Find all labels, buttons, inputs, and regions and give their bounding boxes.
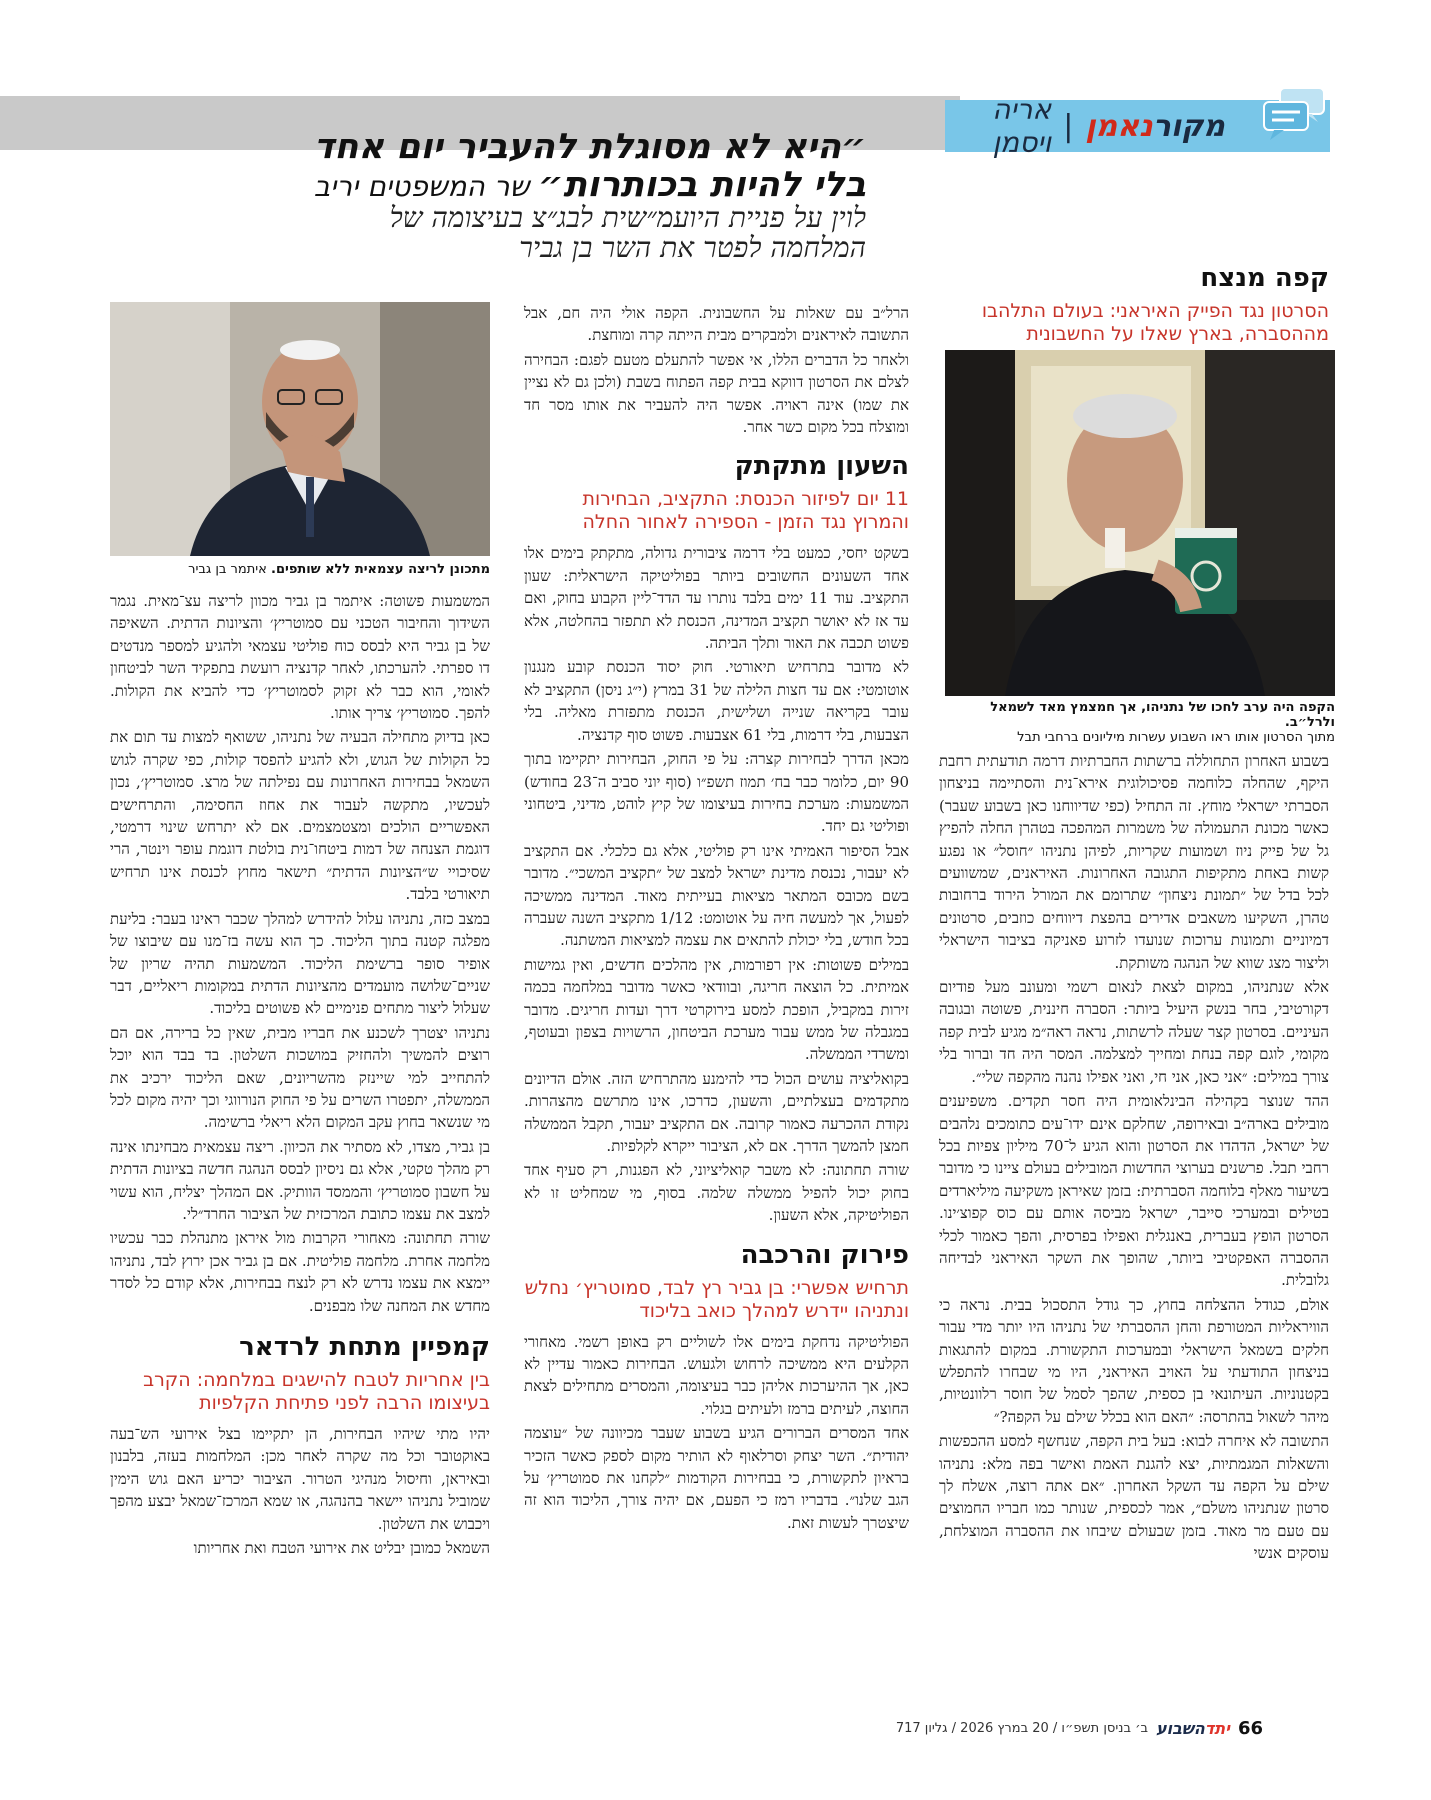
section-subtitle-shaon: 11 יום לפיזור הכנסת: התקציב, הבחירות והמרוץ נגד הזמן - הספירה לאחור החלה (582, 488, 909, 534)
page-number: 66 (1237, 1718, 1263, 1739)
section-title-kafe: קפה מנצח (1200, 263, 1329, 293)
headline-quote (306, 128, 866, 206)
paragraph: ולאחר כל הדברים הללו, אי אפשר להתעלם מטעם לפגם: הבחירה לצלם את הסרטון דווקא בבית קפה הפתוח בשבת (ולכן גם לא נציין את שמו) אינה ראויה. אפשר היה להעביר את אותו מסר חד ומוצלח בכל מקום כשר אחר. (524, 350, 909, 437)
paragraph: בקואליציה עושים הכול כדי להימנע מהתרחיש הזה. אולם הדיונים מתקדמים בעצלתיים, והשעון, כדרכו, אינו מתרשם מהצהרות. נקודת ההכרעה כאמור קרובה. אם התקציב יעבור, תקבל הממשלה חמצן להמשך הדרך. אם לא, הציבור ייקרא לקלפיות. (524, 1069, 909, 1155)
paragraph: שורה תחתונה: לא משבר קואליציוני, לא הפגנות, רק סעיף אחד בחוק יכול להפיל ממשלה שלמה. בסוף, מי שמחליט זו לא הפוליטיקה, אלא השעון. (524, 1161, 909, 1225)
header-separator: | (1063, 108, 1074, 144)
column-right-body (939, 750, 1329, 1565)
column-middle (524, 302, 909, 1534)
headline-line-1: ״היא לא מסוגלת להעביר יום אחד (313, 127, 866, 167)
paragraph: בן גביר, מצדו, לא מסתיר את הכיוון. ריצה עצמאית מבחינתו אינה רק מהלך טקטי, אלא גם ניסיון לבסס הנהגה חדשה בציונות הדתית על חשבון סמוטריץ׳ והממסד הוותיק. אם המהלך יצליח, הוא עשוי למצב את עצמו כתובת המרכזית של הציבור החרד״לי. (110, 1137, 490, 1223)
caption-bold: הקפה היה ערב לחכו של נתניהו, אך חמצמץ מאד לשמאל ולרל״ב. (990, 700, 1335, 730)
headline-subtitle (306, 203, 866, 263)
caption-text: מתוך הסרטון אותו ראו השבוע עשרות מיליונים ברחבי תבל (1017, 730, 1335, 745)
ben-gvir-photo (110, 302, 490, 556)
paragraph: המשמעות פשוטה: איתמר בן גביר מכוון לריצה עצ־מאית. נגמר השידוך והחיבור הטכני עם סמוטריץ׳ והציונות הדתית. השאיפה של בן גביר היא לבסס כוח פוליטי עצמאי ולהגיע למספר מנדטים דו ספרתי. להערכתו, לאחר קדנציה רועשת בתפקיד השר לביטחון לאומי, הוא כבר לא זקוק לסמוטריץ׳ כדי להביא את הקולות. להפך. סמוטריץ׳ צריך אותו. (110, 592, 490, 723)
subtitle-line-1: לוין על פניית היועמ״שית לבג״צ בעיצומה של (389, 201, 866, 234)
paragraph: אולם, כגודל ההצלחה בחוץ, כך גודל התסכול בבית. נראה כי הוויראליות המטורפת והחן ההסברתי של נתניהו היו יותר מדי עבור חלקים בשמאל הישראלי ובמערכות התקשורת. במקום להתגאות בניצחון התודעתי על האויב האיראני, היו מי שבחרו להתפלש בקטנוניות. העיתונאי בן כספית, שהפך לסמל של חוסר רלוונטיות, מיהר לשאול בהתרסה: ״האם הוא בכלל שילם על הקפה?״ (939, 1295, 1329, 1426)
paragraph: ההד שנוצר בקהילה הבינלאומית היה חסר תקדים. משפיענים מובילים בארה״ב ובאירופה, שחלקם אינם ידו־עים כתומכים נלהבים של ישראל, הדהדו את הסרטון והוא הגיע ל־70 מיליון צפיות בכל רחבי תבל. פרשנים בערוצי החדשות המובילים בעולם ציינו כי מדובר בשיעור מאלף בלוחמה הסברתית: בזמן שאיראן משקיעה מיליארדים בטילים ובמערכי סייבר, ישראל מביסה אותם עם כוס קפוצ׳ינו. הסרטון הופץ בעברית, באנגלית ואפילו בפרסית, והפך כאמור לכלי ההסברה האפקטיבי ביותר, שהופך את השקר האיראני לבדיחה גלובלית. (939, 1092, 1329, 1290)
section-title-shaon: השעון מתקתק (734, 451, 909, 482)
paragraph: הפוליטיקה נדחקת בימים אלו לשוליים רק באופן רשמי. מאחורי הקלעים היא ממשיכה לרחוש ולגעוש. הבחירות כאמור עדיין לא כאן, אך ההיערכות אליהן כבר בעיצומה, והמסרים מתחילים לצאת החוצה, לעיתים ברמז ולעיתים בגלוי. (524, 1332, 909, 1418)
paragraph: נתניהו יצטרך לשכנע את חבריו מבית, שאין כל ברירה, אם הם רוצים להמשיך ולהחזיק במושכות השלטון. בד בבד הוא יוכל להתחייב למי שיינזק מהשריונים, שאם הליכוד ירכיב את הממשלה, יתפטרו השרים על פי החוק הנורווגי וכך יהיה מקום לכל מי שנשאר בחוץ עקב המקום הלא ריאלי ברשימה. (110, 1023, 490, 1132)
brand-logo: מקורנאמן (1085, 108, 1225, 144)
issue-info: ב׳ בניסן תשפ״ו / 20 במרץ 2026 / גליון 717 (895, 1721, 1149, 1736)
paragraph: במילים פשוטות: אין רפורמות, אין מהלכים חדשים, ואין גמישות אמיתית. כל הוצאה חריגה, ובוודאי כאשר מדובר במלחמה בכמה זירות במקביל, הופכת למסע בירוקרטי דרך ועדות חריגים. מדובר במגבלה של ממש עבור מערכת הביטחון, הרשויות בצפון ובעוטף, ומשרדי הממשלה. (524, 955, 909, 1064)
paragraph: שורה תחתונה: מאחורי הקרבות מול איראן מתנהלת כבר עכשיו מלחמה אחרת. מלחמה פוליטית. אם בן גביר אכן ירוץ לבד, נתניהו יימצא את עצמו נדרש לא רק לנצח בבחירות, אלא קודם כל לסדר מחדש את המחנה שלו מבפנים. (110, 1229, 490, 1315)
magazine-logo: יתדהשבוע (1156, 1719, 1230, 1738)
column-right-top (939, 262, 1329, 354)
column-left (110, 590, 490, 1559)
netanyahu-coffee-photo (945, 350, 1335, 696)
headline-tail: שר המשפטים יריב (313, 170, 539, 203)
photo-caption-ben-gvir (110, 562, 490, 577)
section-title-radar: קמפיין מתחת לרדאר (239, 1332, 490, 1362)
section-title-piruk: פירוק והרכבה (740, 1239, 909, 1270)
paragraph: במצב כזה, נתניהו עלול להידרש למהלך שכבר ראינו בעבר: בליעת מפלגה קטנה בתוך הליכוד. כך הוא עשה בז־מנו עם שיבוצו של אופיר סופר ברשימת הליכוד. המשמעות תהיה שריון של שניים־שלושה מועמדים מהציונות הדתית במקומות ריאליים, דבר שעלול ליצור מתחים פנימיים לא פשוטים בליכוד. (110, 909, 490, 1018)
section-subtitle-piruk: תרחיש אפשרי: בן גביר רץ לבד, סמוטריץ׳ נחלש ונתניהו יידרש למהלך כואב בליכוד (524, 1276, 909, 1322)
paragraph: בשקט יחסי, כמעט בלי דרמה ציבורית גדולה, מתקתק בימים אלו אחד השעונים החשובים ביותר בפוליטיקה הישראלית: שעון התקציב. עוד 11 ימים בלבד נותרו עד הדד־ליין הקבוע בחוק, ואם עד אז לא יאושר תקציב המדינה, הכנסת לא תתפזר בהחלטה, אלא פשוט תכבה את האור ותלך הביתה. (524, 544, 909, 653)
page-footer (896, 1718, 1263, 1739)
caption-text: איתמר בן גביר (188, 562, 271, 577)
headline-line-2: בלי להיות בכותרות״ (538, 165, 866, 205)
section-subtitle-radar: בין אחריות לטבח להישגים במלחמה: הקרב בעיצומו הרבה לפני פתיחת הקלפיות (143, 1369, 490, 1414)
paragraph: השמאל כמובן יבליט את אירועי הטבח ואת אחריותו (193, 1539, 490, 1558)
paragraph: כאן בדיוק מתחילה הבעיה של נתניהו, ששואף למצות עד תום את כל הקולות של הגוש, ולא להגיע להפסד קולות, כפי שקרה לגוש השמאל בבחירות האחרונות עם נפילתה של מרצ. סמוטריץ׳, נכון לעכשיו, מתקשה לעבור את אחוז החסימה, והתרחישים האפשריים הולכים ומצטמצמים. אם לא יתרחש שינוי דרמטי, דוגמת הצנחה של דמות ביטחו־נית בולטת דוגמת עופר וינטר, הרי שסיכויי ש״הציונות הדתית״ תישאר מחוץ לכנסת אינו תרחיש תיאורטי בלבד. (110, 728, 490, 904)
paragraph: אחד המסרים הברורים הגיע בשבוע שעבר מכיוונה של ״עוצמה יהודית״. השר יצחק וסרלאוף לא הותיר מקום לספק כאשר הזכיר בראיון לתקשורת, כי בבחירות הקודמות ״לקחנו את סמוטריץ׳ על הגב שלנו״. בדבריו רמז כי הפעם, אם יהיה צורך, הליכוד הוא זה שיצטרך לעשות זאת. (524, 1424, 909, 1532)
subtitle-line-2: המלחמה לפטר את השר בן גביר (519, 231, 866, 264)
section-subtitle-kafe: הסרטון נגד הפייק האיראני: בעולם התלהבו מההסברה, בארץ שאלו על החשבונית (981, 300, 1329, 345)
paragraph: הרל״ב עם שאלות על החשבונית. הקפה אולי היה חם, אבל התשובה לאיראנים ולמבקרים מבית הייתה קרה ומוחצת. (524, 304, 909, 345)
paragraph: לא מדובר בתרחיש תיאורטי. חוק יסוד הכנסת קובע מנגנון אוטומטי: אם עד חצות הלילה של 31 במרץ (י״ג ניסן) התקציב לא עובר בקריאה שנייה ושלישית, הכנסת מתפזרת מאליה. בלי הצבעות, בלי דרמות, בלי 61 אצבעות. פשוט סוף קדנציה. (524, 658, 909, 744)
speech-bubbles-icon (1262, 86, 1328, 142)
author-name: אריה ויסמן (992, 93, 1052, 159)
paragraph: יהיו מתי שיהיו הבחירות, הן יתקיימו בצל אירועי הש־בעה באוקטובר וכל מה שקרה לאחר מכן: המלחמות בעזה, בלבנון ובאיראן, וחיסול מנהיגי הטרור. הציבור יכריע האם גוש הימין שמוביל נתניהו יישאר בהנהגה, או שמא המרכז־שמאל יבצע מהפך ויכבוש את השלטון. (110, 1425, 490, 1533)
paragraph: בשבוע האחרון התחוללה ברשתות החברתיות דרמה תודעתית רחבת היקף, שהחלה כלוחמה פסיכולוגית אירא־נית והסתיימה בניצחון הסברתי ישראלי מוחץ. זה התחיל (כפי שדיווחנו כאן בשבוע שעבר) כאשר מכונת התעמולה של משמרות המהפכה בטהרן החלה להפיץ גל של פייק ניוז ושמועות שקריות, לפיהן נתניהו ״חוסל״ או נפגע קשות באחת מתקיפות התגובה האחרונות. האיראנים, שמשוועים לכל בדל של ״תמונת ניצחון״ שתרומם את המורל הירוד ברחובות טהרן, השקיעו משאבים אדירים בהפצת דיווחים כוזבים, סרטונים דמיוניים ותמונות ערוכות שנועדו לזרוע פאניקה בציבור הישראלי וליצור מצג שווא של הנהגה משותקת. (939, 752, 1329, 972)
paragraph: אבל הסיפור האמיתי אינו רק פוליטי, אלא גם כלכלי. אם התקציב לא יעבור, נכנסת מדינת ישראל למצב של ״תקציב המשכי״. מדובר בשם מכובס המתאר מציאות בעייתית מאוד. המדינה ממשיכה לפעול, אך למעשה חיה על אוטומט: 1/12 מתקציב השנה שעברה בכל חודש, בלי יכולת להתאים את עצמה למציאות המשתנה. (524, 841, 910, 950)
paragraph: אלא שנתניהו, במקום לצאת לנאום רשמי ומעונב מעל פודיום דקורטיבי, בחר בנשק היעיל ביותר: הסברה חיננית, פשוטה ובגובה העיניים. בסרטון קצר שעלה לרשתות, נראה ראה״מ מגיע לבית קפה מקומי, לוגם קפה בנחת ומחייך למצלמה. המסר היה חד וברור בלי צורך במילים: ״אני כאן, אני חי, ואני אפילו נהנה מהקפה שלי״. (939, 978, 1329, 1086)
paragraph: מכאן הדרך לבחירות קצרה: על פי החוק, הבחירות יתקיימו בתוך 90 יום, כלומר כבר בח׳ תמוז תשפ״ו (סוף יוני סביב ה־23 בחודש) המשמעות: מערכת בחירות בעיצומו של קיץ לוהט, מדיני, ביטחוני ופוליטי גם יחד. (524, 750, 909, 836)
paragraph: התשובה לא איחרה לבוא: בעל בית הקפה, שנחשף למסע ההכפשות והשאלות המגמתיות, יצא להגנת האמת ואישר בפה מלא: נתניהו שילם על הקפה עד השקל האחרון. ״אם אתה רוצה, אשלח לך סרטון שנתניהו משלם״, אמר לכספית, שנותר כמו חבריו החמוצים עם טעם מר מאוד. בזמן שבעולם שיבחו את ההסברה המוצלחת, עוסקים אנשי (939, 1432, 1329, 1563)
caption-bold: מתכונן לריצה עצמאית ללא שותפים. (271, 562, 490, 577)
photo-caption-netanyahu (945, 700, 1335, 745)
